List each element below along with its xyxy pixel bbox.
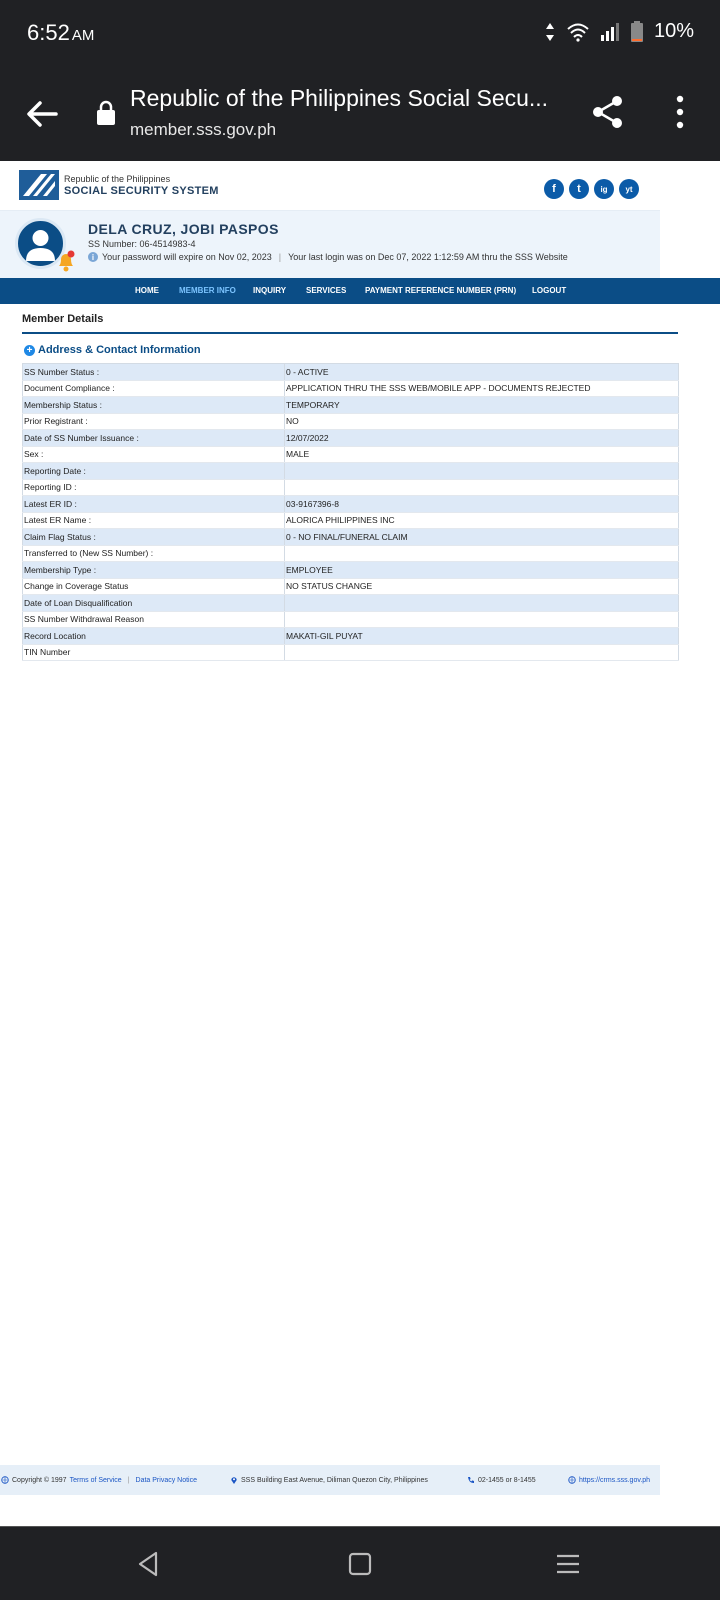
phone-icon [467, 1476, 475, 1484]
field-value: 12/07/2022 [285, 430, 679, 447]
data-transfer-icon [544, 22, 556, 42]
table-row [23, 628, 679, 645]
instagram-icon[interactable]: ig [594, 179, 614, 199]
field-value [285, 595, 679, 612]
field-label: Record Location [23, 628, 285, 645]
table-row [23, 364, 679, 381]
field-value: MAKATI-GIL PUYAT [285, 628, 679, 645]
notification-bell-icon[interactable] [56, 249, 76, 273]
field-label: Prior Registrant : [23, 413, 285, 430]
system-home-icon[interactable] [345, 1549, 375, 1579]
terms-link[interactable]: Terms of Service [69, 1476, 122, 1484]
table-row [23, 512, 679, 529]
field-label: SS Number Withdrawal Reason [23, 611, 285, 628]
table-row [23, 578, 679, 595]
field-value: 0 - ACTIVE [285, 364, 679, 381]
nav-member-info[interactable]: MEMBER INFO [179, 286, 236, 295]
status-icons [544, 20, 694, 43]
browser-toolbar [0, 68, 720, 161]
nav-services[interactable]: SERVICES [306, 286, 347, 295]
field-label: Membership Type : [23, 562, 285, 579]
table-row [23, 595, 679, 612]
field-value: MALE [285, 446, 679, 463]
web-globe-icon [568, 1476, 576, 1484]
site-footer [0, 1465, 660, 1495]
table-row [23, 380, 679, 397]
field-value [285, 479, 679, 496]
field-value: 03-9167396-8 [285, 496, 679, 513]
lock-icon[interactable] [96, 100, 116, 126]
member-details-table [22, 363, 679, 661]
sss-logo-icon[interactable] [19, 170, 59, 200]
table-row [23, 496, 679, 513]
field-value [285, 545, 679, 562]
info-icon: i [88, 252, 98, 262]
field-value [285, 463, 679, 480]
field-value: 0 - NO FINAL/FUNERAL CLAIM [285, 529, 679, 546]
field-value: NO STATUS CHANGE [285, 578, 679, 595]
details-body [23, 364, 679, 661]
expand-plus-icon[interactable]: + [24, 345, 35, 356]
signal-icon [600, 22, 620, 42]
field-label: Latest ER Name : [23, 512, 285, 529]
logo-subtitle: Republic of the Philippines [64, 174, 171, 184]
field-label: TIN Number [23, 644, 285, 661]
web-content [0, 161, 720, 1526]
field-label: Latest ER ID : [23, 496, 285, 513]
field-label: Date of Loan Disqualification [23, 595, 285, 612]
section-divider [22, 332, 678, 334]
field-label: Sex : [23, 446, 285, 463]
system-back-icon[interactable] [134, 1549, 164, 1579]
address-contact-label[interactable]: Address & Contact Information [38, 344, 201, 356]
youtube-icon[interactable]: yt [619, 179, 639, 199]
main-nav [0, 278, 720, 304]
field-value: EMPLOYEE [285, 562, 679, 579]
phone-text: 02-1455 or 8-1455 [478, 1476, 536, 1484]
logo-title: SOCIAL SECURITY SYSTEM [64, 185, 219, 197]
footer-copyright [1, 1476, 197, 1484]
table-row [23, 413, 679, 430]
table-row [23, 446, 679, 463]
field-label: Claim Flag Status : [23, 529, 285, 546]
field-value: APPLICATION THRU THE SSS WEB/MOBILE APP - DOCUMENTS REJECTED [285, 380, 679, 397]
browser-url[interactable]: member.sss.gov.ph [130, 120, 277, 139]
system-nav-bar [0, 1527, 720, 1600]
field-label: Transferred to (New SS Number) : [23, 545, 285, 562]
wifi-icon [566, 22, 590, 42]
table-row [23, 430, 679, 447]
field-value [285, 611, 679, 628]
field-label: Document Compliance : [23, 380, 285, 397]
table-row [23, 463, 679, 480]
notice-separator: | [278, 252, 282, 262]
back-arrow-icon[interactable] [22, 94, 62, 134]
field-value [285, 644, 679, 661]
table-row [23, 397, 679, 414]
footer-address [230, 1476, 428, 1484]
status-time [27, 20, 94, 46]
address-contact-toggle[interactable] [24, 344, 201, 356]
site-header [0, 161, 660, 211]
nav-logout[interactable]: LOGOUT [532, 286, 567, 295]
field-value: ALORICA PHILIPPINES INC [285, 512, 679, 529]
system-recents-icon[interactable] [553, 1549, 583, 1579]
footer-phone [467, 1476, 536, 1484]
status-ampm: AM [71, 27, 95, 44]
ss-number: SS Number: 06-4514983-4 [88, 239, 196, 249]
nav-prn[interactable]: PAYMENT REFERENCE NUMBER (PRN) [365, 286, 517, 295]
privacy-link[interactable]: Data Privacy Notice [135, 1476, 197, 1484]
table-row [23, 611, 679, 628]
field-value: TEMPORARY [285, 397, 679, 414]
status-bar [0, 0, 720, 68]
battery-icon [630, 21, 644, 43]
nav-inquiry[interactable]: INQUIRY [253, 286, 287, 295]
field-label: Reporting Date : [23, 463, 285, 480]
browser-page-title[interactable]: Republic of the Philippines Social Secu... [130, 85, 549, 111]
battery-percent: 10% [653, 20, 694, 42]
table-row [23, 479, 679, 496]
field-label: Membership Status : [23, 397, 285, 414]
twitter-icon[interactable]: t [569, 179, 589, 199]
copyright-text: Copyright © 1997 [12, 1476, 67, 1484]
table-row [23, 644, 679, 661]
member-name: DELA CRUZ, JOBI PASPOS [88, 221, 279, 237]
footer-crms [568, 1476, 650, 1484]
table-row [23, 545, 679, 562]
crms-link[interactable]: https://crms.sss.gov.ph [579, 1476, 651, 1484]
profile-panel [0, 211, 660, 278]
field-label: Reporting ID : [23, 479, 285, 496]
nav-home[interactable]: HOME [135, 286, 159, 295]
field-label: Date of SS Number Issuance : [23, 430, 285, 447]
password-expiry-text: Your password will expire on Nov 02, 2023 [102, 252, 272, 262]
globe-icon [1, 1476, 9, 1484]
footer-separator: | [127, 1476, 130, 1484]
field-label: Change in Coverage Status [23, 578, 285, 595]
section-title: Member Details [22, 313, 104, 325]
share-icon[interactable] [590, 94, 626, 130]
more-vert-icon[interactable] [670, 94, 690, 130]
field-value: NO [285, 413, 679, 430]
table-row [23, 562, 679, 579]
table-row [23, 529, 679, 546]
address-text: SSS Building East Avenue, Diliman Quezon City, Philippines [241, 1476, 428, 1484]
field-label: SS Number Status : [23, 364, 285, 381]
status-clock: 6:52 [27, 20, 70, 45]
facebook-icon[interactable]: f [544, 179, 564, 199]
last-login-text: Your last login was on Dec 07, 2022 1:12:59 AM thru the SSS Website [288, 252, 568, 262]
location-pin-icon [230, 1476, 238, 1484]
login-notice [88, 252, 568, 262]
